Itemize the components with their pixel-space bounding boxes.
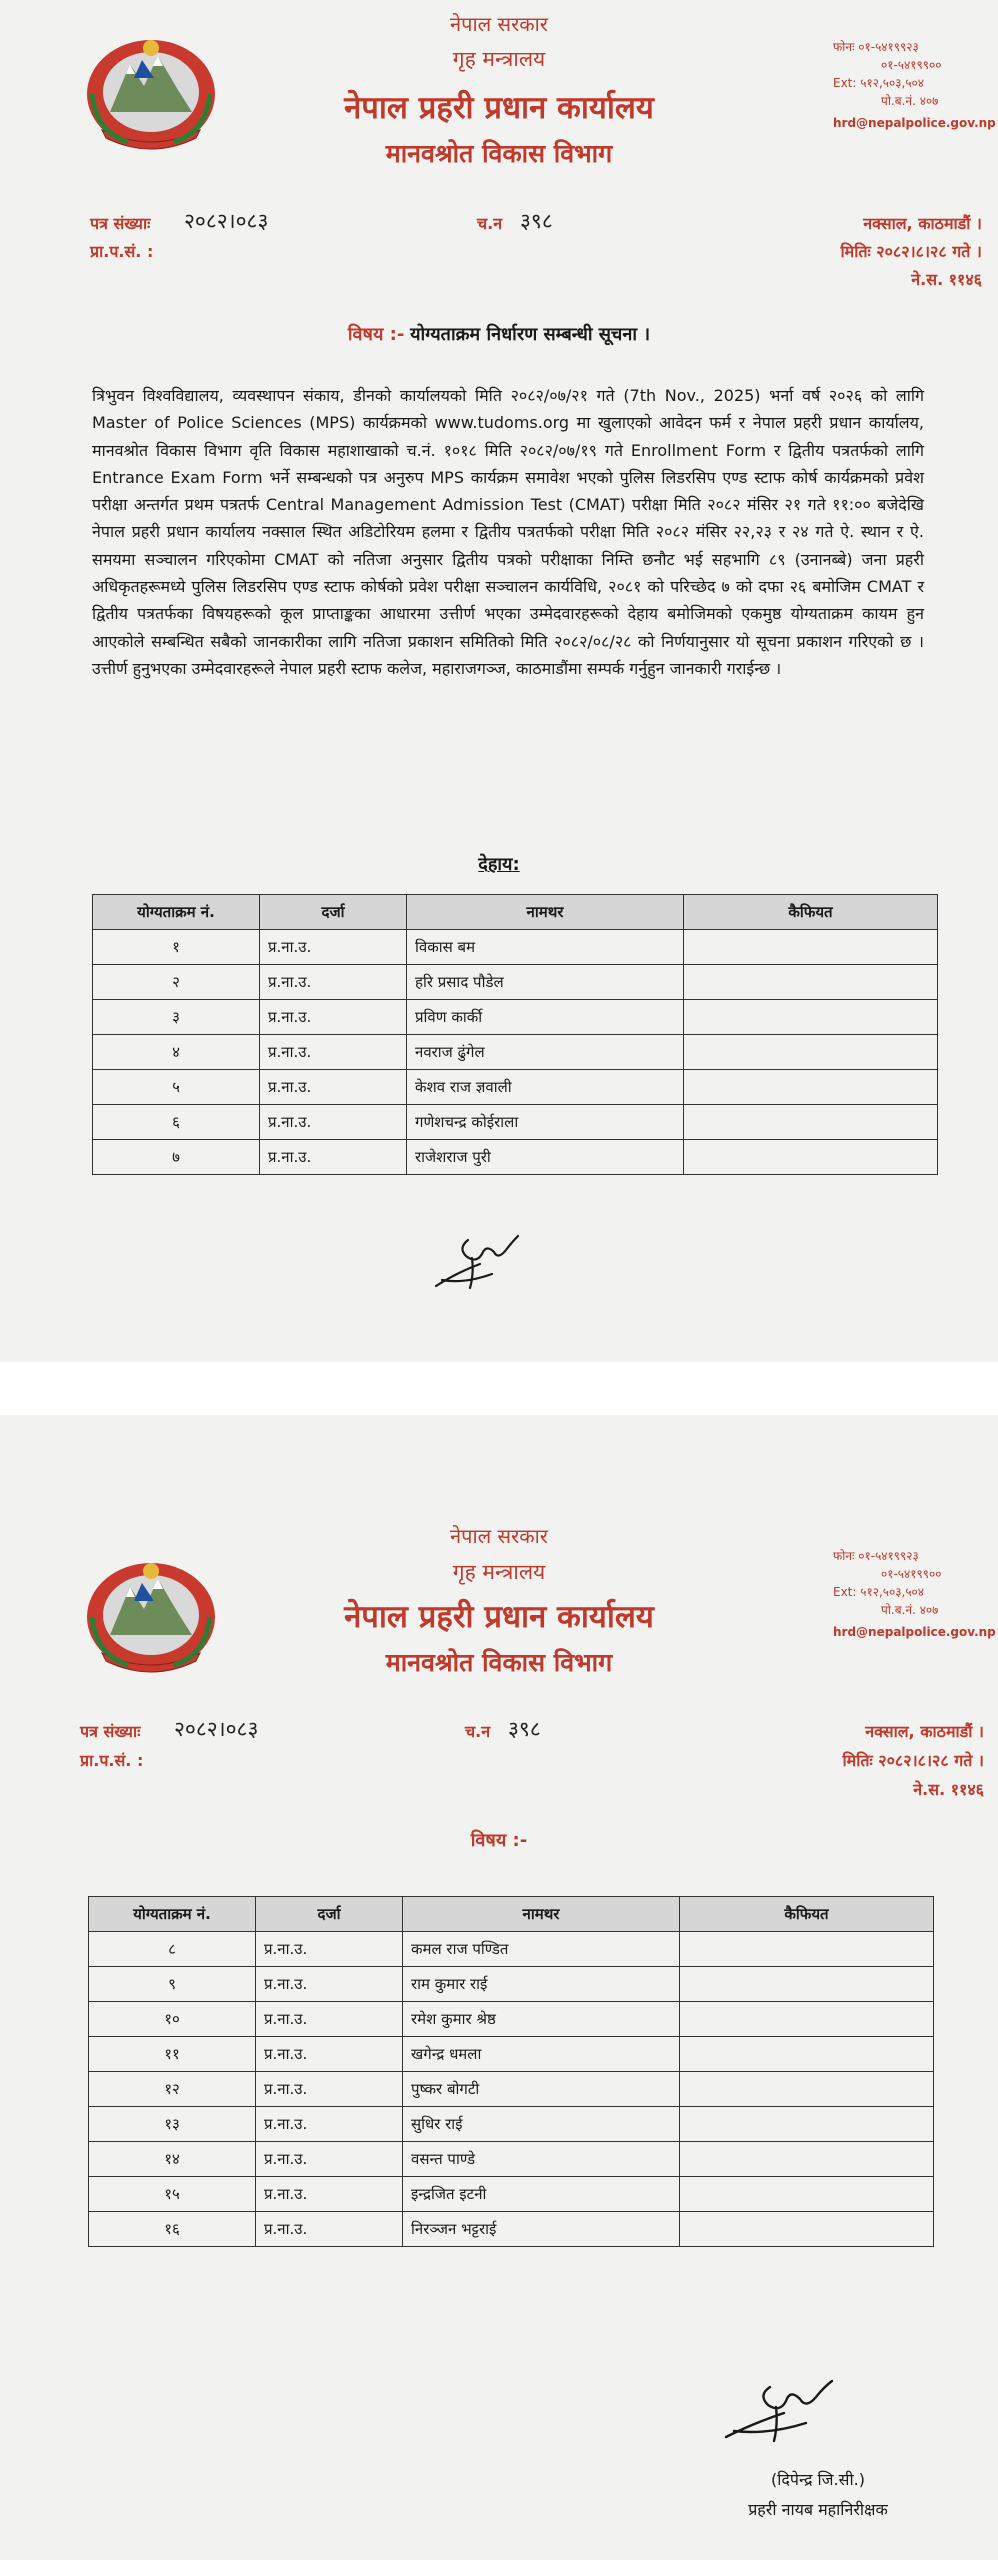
department-name: मानवश्रोत विकास विभाग	[385, 1648, 613, 1677]
nepal-sambat: ने.स. ११४६	[913, 1780, 984, 1799]
signature-image	[720, 2373, 850, 2449]
cell-rank: प्र.ना.उ.	[260, 1070, 407, 1105]
ministry-name: गृह मन्त्रालय	[452, 47, 546, 71]
subject-text: योग्यताक्रम निर्धारण सम्बन्धी सूचना ।	[410, 324, 651, 345]
letter-date: मितिः २०८२।८।२८ गते ।	[840, 242, 982, 261]
email: hrd@nepalpolice.gov.np	[833, 116, 996, 130]
table-row	[89, 2177, 934, 2212]
cell-sn: १६	[89, 2212, 256, 2247]
table-row	[89, 2142, 934, 2177]
cell-rank: प्र.ना.उ.	[260, 930, 407, 965]
office-name: नेपाल प्रहरी प्रधान कार्यालय	[344, 90, 654, 126]
cell-rank: प्र.ना.उ.	[256, 2002, 403, 2037]
cell-remarks	[684, 1000, 938, 1035]
patra-sankhya-value: २०८२।०८३	[174, 1717, 259, 1741]
cell-name: खगेन्द्र धमला	[403, 2037, 680, 2072]
subject-label: विषय :-	[470, 1830, 528, 1851]
cell-name: राजेशराज पुरी	[407, 1140, 684, 1175]
dehay-heading: देहाय:	[478, 854, 520, 875]
page-separator	[0, 1362, 998, 1415]
po-box: पो.ब.नं. ४०७	[881, 1603, 939, 1617]
table-row	[89, 2072, 934, 2107]
cell-sn: १२	[89, 2072, 256, 2107]
cell-remarks	[684, 1035, 938, 1070]
col-header-sn: योग्यताक्रम नं.	[89, 1897, 256, 1932]
cell-remarks	[684, 965, 938, 1000]
subject-label: विषय :-	[347, 324, 405, 345]
signatory-title: प्रहरी नायब महानिरीक्षक	[748, 2500, 888, 2519]
cell-name: निरञ्जन भट्टराई	[403, 2212, 680, 2247]
cell-rank: प्र.ना.उ.	[260, 965, 407, 1000]
cell-sn: ६	[93, 1105, 260, 1140]
table-row	[89, 1932, 934, 1967]
cell-remarks	[680, 2107, 934, 2142]
table-row	[89, 2107, 934, 2142]
table-header-row	[93, 895, 938, 930]
col-header-rank: दर्जा	[260, 895, 407, 930]
merit-list-table-2	[88, 1896, 934, 2247]
contact-block	[833, 1547, 996, 1641]
table-row	[93, 1105, 938, 1140]
department-name: मानवश्रोत विकास विभाग	[385, 139, 613, 168]
cell-rank: प्र.ना.उ.	[256, 1967, 403, 2002]
ministry-name: गृह मन्त्रालय	[452, 1560, 546, 1584]
cell-name: कमल राज पण्डित	[403, 1932, 680, 1967]
cell-rank: प्र.ना.उ.	[256, 2142, 403, 2177]
table-row	[93, 1000, 938, 1035]
cell-remarks	[684, 930, 938, 965]
prapasa-label: प्रा.प.सं. :	[80, 1751, 144, 1770]
cell-name: नवराज ढुंगेल	[407, 1035, 684, 1070]
extension: Ext: ५१२,५०३,५०४	[833, 1585, 925, 1599]
office-name: नेपाल प्रहरी प्रधान कार्यालय	[344, 1599, 654, 1635]
cell-sn: १४	[89, 2142, 256, 2177]
cell-name: हरि प्रसाद पौडेल	[407, 965, 684, 1000]
email: hrd@nepalpolice.gov.np	[833, 1625, 996, 1639]
po-box: पो.ब.नं. ४०७	[881, 94, 939, 108]
cell-remarks	[680, 2142, 934, 2177]
cell-sn: ११	[89, 2037, 256, 2072]
table-row	[93, 965, 938, 1000]
cell-remarks	[684, 1070, 938, 1105]
table-row	[93, 930, 938, 965]
col-header-sn: योग्यताक्रम नं.	[93, 895, 260, 930]
cell-name: पुष्कर बोगटी	[403, 2072, 680, 2107]
cell-rank: प्र.ना.उ.	[256, 2212, 403, 2247]
cell-remarks	[680, 1967, 934, 2002]
col-header-name: नामथर	[403, 1897, 680, 1932]
table-row	[93, 1140, 938, 1175]
cell-rank: प्र.ना.उ.	[256, 2072, 403, 2107]
signature-image	[428, 1228, 528, 1298]
table-row	[89, 2037, 934, 2072]
patra-sankhya-label: पत्र संख्याः	[80, 1722, 141, 1741]
place: नक्साल, काठमाडौं ।	[865, 1722, 984, 1741]
subject-line	[0, 1828, 998, 1852]
cell-remarks	[680, 1932, 934, 1967]
cell-name: प्रविण कार्की	[407, 1000, 684, 1035]
cell-rank: प्र.ना.उ.	[260, 1105, 407, 1140]
patra-sankhya-value: २०८२।०८३	[184, 209, 269, 233]
cell-sn: ९	[89, 1967, 256, 2002]
phone-2: ०१-५४१९९००	[881, 1567, 942, 1581]
cell-rank: प्र.ना.उ.	[260, 1035, 407, 1070]
cell-sn: ३	[93, 1000, 260, 1035]
chalani-label: च.न	[465, 1722, 491, 1741]
cell-remarks	[680, 2072, 934, 2107]
subject-line	[0, 322, 998, 346]
table-row	[89, 1967, 934, 2002]
table-header-row	[89, 1897, 934, 1932]
cell-sn: १०	[89, 2002, 256, 2037]
signatory-name: (दिपेन्द्र जि.सी.)	[771, 2470, 865, 2489]
government-name: नेपाल सरकार	[450, 12, 548, 36]
col-header-rank: दर्जा	[256, 1897, 403, 1932]
cell-rank: प्र.ना.उ.	[256, 2037, 403, 2072]
patra-sankhya-label: पत्र संख्याः	[90, 214, 151, 233]
phone-1: फोनः ०१-५४१९९२३	[833, 40, 919, 54]
phone-2: ०१-५४१९९००	[881, 58, 942, 72]
table-row	[93, 1035, 938, 1070]
cell-name: केशव राज ज्ञवाली	[407, 1070, 684, 1105]
cell-rank: प्र.ना.उ.	[256, 2177, 403, 2212]
notice-body: त्रिभुवन विश्वविद्यालय, व्यवस्थापन संकाय, डीनको कार्यालयको मिति २०८२/०७/२१ गते (7th Nov., 2025) भर्ना वर्ष २०२६ को लागि Master of Police Sciences (MPS) कार्यक्रमको www.tudoms.org मा खुलाएको आवेदन फर्म र नेपाल प्रहरी प्रधान कार्यालय, मानवश्रोत विकास विभाग वृति विकास महाशाखाको च.नं. १०१८ मिति २०८२/०७/१९ गते Enrollment Form र द्वितीय पत्रतर्फको लागि Entrance Exam Form भर्ने सम्बन्धको पत्र अनुरुप MPS कार्यक्रम समावेश भएको पुलिस लिडरसिप एण्ड स्टाफ कोर्ष कार्यक्रमको प्रवेश परीक्षा अन्तर्गत प्रथम पत्रतर्फ Central Management Admission Test (CMAT) परीक्षा मिति २०८२ मंसिर २१ गते ११:०० बजेदेखि नेपाल प्रहरी प्रधान कार्यालय नक्साल स्थित अडिटोरियम हलमा र द्वितीय पत्रतर्फको परीक्षा मिति २०८२ मंसिर २२,२३ र २४ गते ऐ. स्थान र ऐ. समयमा सञ्चालन गरिएकोमा CMAT को नतिजा अनुसार द्वितीय पत्रको परीक्षाका निम्ति छनौट भई सहभागि ८९ (उनानब्बे) जना प्रहरी अधिकृतहरूमध्ये पुलिस लिडरसिप एण्ड स्टाफ कोर्षको प्रवेश परीक्षा सञ्चालन कार्यविधि, २०८१ को परिच्छेद ७ को दफा २६ बमोजिम CMAT र द्वितीय पत्रतर्फका विषयहरूको कूल प्राप्ताङ्कका आधारमा उत्तीर्ण भएका उम्मेदवारहरूको देहाय बमोजिमको एकमुष्ठ योग्यताक्रम कायम हुन आएकोले सम्बन्धित सबैको जानकारीका लागि नतिजा प्रकाशन समितिको मिति २०८२/०८/२८ को निर्णयानुसार यो सूचना प्रकाशन गरिएको छ । उत्तीर्ण हुनुभएका उम्मेदवारहरूले नेपाल प्रहरी स्टाफ कलेज, महाराजगञ्ज, काठमाडौंमा सम्पर्क गर्नुहुन जानकारी गराईन्छ ।	[92, 386, 924, 678]
cell-remarks	[680, 2037, 934, 2072]
cell-remarks	[684, 1105, 938, 1140]
col-header-remarks: कैफियत	[684, 895, 938, 930]
contact-block	[833, 38, 996, 132]
cell-sn: ५	[93, 1070, 260, 1105]
cell-name: विकास बम	[407, 930, 684, 965]
cell-rank: प्र.ना.उ.	[260, 1140, 407, 1175]
cell-rank: प्र.ना.उ.	[256, 1932, 403, 1967]
cell-name: इन्द्रजित इटनी	[403, 2177, 680, 2212]
extension: Ext: ५१२,५०३,५०४	[833, 76, 925, 90]
cell-remarks	[680, 2002, 934, 2037]
cell-sn: २	[93, 965, 260, 1000]
col-header-remarks: कैफियत	[680, 1897, 934, 1932]
table-row	[93, 1070, 938, 1105]
cell-name: वसन्त पाण्डे	[403, 2142, 680, 2177]
cell-sn: १	[93, 930, 260, 965]
cell-sn: ७	[93, 1140, 260, 1175]
place: नक्साल, काठमाडौं ।	[863, 214, 982, 233]
cell-name: गणेशचन्द्र कोईराला	[407, 1105, 684, 1140]
cell-sn: ८	[89, 1932, 256, 1967]
cell-rank: प्र.ना.उ.	[260, 1000, 407, 1035]
cell-remarks	[680, 2212, 934, 2247]
chalani-value: ३९८	[520, 209, 553, 233]
letter-date: मितिः २०८२।८।२८ गते ।	[842, 1751, 984, 1770]
cell-sn: १५	[89, 2177, 256, 2212]
chalani-label: च.न	[477, 214, 503, 233]
cell-name: रमेश कुमार श्रेष्ठ	[403, 2002, 680, 2037]
prapasa-label: प्रा.प.सं. :	[90, 242, 154, 261]
table-row	[89, 2002, 934, 2037]
merit-list-table-1	[92, 894, 938, 1175]
phone-1: फोनः ०१-५४१९९२३	[833, 1549, 919, 1563]
letter-page-2	[0, 1415, 998, 2560]
cell-rank: प्र.ना.उ.	[256, 2107, 403, 2142]
cell-sn: १३	[89, 2107, 256, 2142]
col-header-name: नामथर	[407, 895, 684, 930]
cell-name: राम कुमार राई	[403, 1967, 680, 2002]
nepal-sambat: ने.स. ११४६	[911, 270, 982, 289]
government-name: नेपाल सरकार	[450, 1524, 548, 1548]
table-row	[89, 2212, 934, 2247]
cell-remarks	[684, 1140, 938, 1175]
cell-remarks	[680, 2177, 934, 2212]
cell-name: सुधिर राई	[403, 2107, 680, 2142]
chalani-value: ३९८	[508, 1717, 541, 1741]
cell-sn: ४	[93, 1035, 260, 1070]
